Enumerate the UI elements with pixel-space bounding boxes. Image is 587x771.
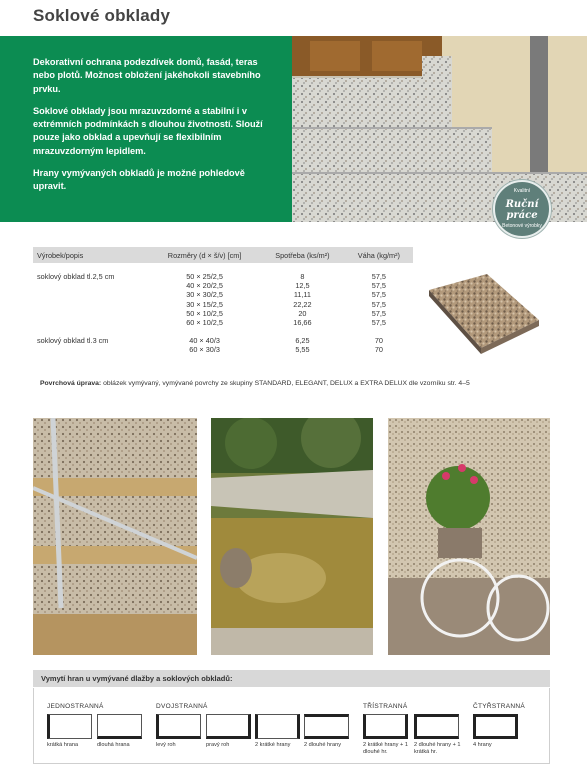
cell-consumption: 6,25 <box>295 336 310 346</box>
cell-consumption: 20 <box>298 308 307 318</box>
edge-caption: 2 dlouhé hrany <box>304 742 342 748</box>
cell-weight: 57,5 <box>371 308 386 318</box>
edge-diagram-two-short-one-long <box>363 714 408 739</box>
cell-size: 40 × 20/2,5 <box>186 281 223 291</box>
edge-diagram-two-long-one-short <box>414 714 459 739</box>
badge-bottom-text: Betonové výrobky <box>502 223 542 229</box>
header-consumption: Spotřeba (ks/m²) <box>260 247 345 263</box>
cell-size: 30 × 15/2,5 <box>186 299 223 309</box>
edge-caption: 4 hrany <box>473 742 492 748</box>
group-label-three-sided: TŘÍSTRANNÁ <box>363 703 408 710</box>
product-name: soklový obklad tl.2,5 cm <box>37 272 115 281</box>
product-name: soklový obklad tl.3 cm <box>37 336 109 346</box>
photo-stairs-railing <box>33 418 197 655</box>
table-row <box>33 318 413 327</box>
page-title: Soklové obklady <box>33 6 171 25</box>
edge-caption: dlouhá hrana <box>97 742 130 748</box>
cell-weight: 57,5 <box>371 299 386 309</box>
group-label-two-sided: DVOJSTRANNÁ <box>156 703 208 710</box>
edge-caption: 2 krátké hrany + 1 dlouhé hr. <box>363 742 408 755</box>
badge-line-1: Ruční <box>505 199 539 210</box>
badge-main-text <box>495 199 549 221</box>
intro-panel <box>0 36 292 222</box>
edge-washing-title: Vymytí hran u vymývané dlažby a soklových obkladů: <box>33 670 550 687</box>
cell-consumption: 11,11 <box>293 290 311 300</box>
header-product: Výrobek/popis <box>33 247 149 263</box>
photo-flower-stand <box>388 418 550 655</box>
table-spacer <box>33 263 413 272</box>
surface-note-text: oblázek vymývaný, vymývané povrchy ze skupiny STANDARD, ELEGANT, DELUX a EXTRA DELUX dle vzorníku str. 4–5 <box>101 380 470 387</box>
cell-size: 60 × 30/3 <box>189 345 220 355</box>
cell-weight: 57,5 <box>371 281 386 291</box>
cell-consumption: 16,66 <box>293 318 312 328</box>
table-row <box>33 290 413 299</box>
header-weight: Váha (kg/m²) <box>345 247 413 263</box>
table-row <box>33 281 413 290</box>
product-spec-table <box>33 247 413 355</box>
cell-weight: 70 <box>374 336 383 346</box>
edge-diagram-short-edge <box>47 714 92 739</box>
edge-caption: 2 krátké hrany <box>255 742 291 748</box>
badge-line-2: práce <box>506 210 538 221</box>
group-label-one-sided: JEDNOSTRANNÁ <box>47 703 104 710</box>
edge-diagram-long-edge <box>97 714 142 739</box>
edge-diagram-right-corner <box>206 714 251 739</box>
surface-note-label: Povrchová úprava: <box>40 380 102 387</box>
edge-diagram-left-corner <box>156 714 201 739</box>
handmade-quality-badge <box>493 180 551 238</box>
cell-weight: 57,5 <box>371 272 386 281</box>
cell-size: 60 × 10/2,5 <box>186 318 223 328</box>
cell-consumption: 22,22 <box>293 299 312 309</box>
intro-paragraph-1: Dekorativní ochrana podezdívek domů, fasád, teras nebo plotů. Možnost obložení jakéhokoli stavebního prvku. <box>33 57 261 94</box>
table-row <box>33 272 413 281</box>
badge-top-text: Kvalitní <box>513 188 531 194</box>
edge-diagram-two-long-edges <box>304 714 349 739</box>
surface-finish-note <box>40 380 470 387</box>
photo-garden-pond <box>211 418 373 655</box>
edge-diagram-four-edges <box>473 714 518 739</box>
cell-consumption: 8 <box>300 272 305 281</box>
table-row <box>33 300 413 309</box>
table-row <box>33 309 413 318</box>
intro-paragraph-2: Soklové obklady jsou mrazuvzdorné a stabilní i v extrémních podmínkách s dlouhou životností. Slouží pouze jako obklad a upevňují se flexibilním mrazuvzdorným lepidlem. <box>33 105 263 156</box>
edge-options-panel <box>33 688 550 764</box>
cell-size: 30 × 30/2,5 <box>186 290 223 300</box>
edge-caption: krátká hrana <box>47 742 79 748</box>
edge-caption: pravý roh <box>206 742 230 748</box>
header-dimensions: Rozměry (d × š/v) [cm] <box>149 247 260 263</box>
table-header-row <box>33 247 413 263</box>
cell-weight: 57,5 <box>371 290 386 300</box>
cell-size: 50 × 10/2,5 <box>186 308 223 318</box>
table-spacer <box>33 327 413 336</box>
edge-diagram-two-short-edges <box>255 714 300 739</box>
cell-weight: 70 <box>374 345 383 355</box>
cell-consumption: 5,55 <box>295 345 310 355</box>
table-row <box>33 336 413 345</box>
table-row <box>33 345 413 354</box>
tile-product-image <box>425 268 543 354</box>
edge-caption: levý roh <box>156 742 176 748</box>
edge-caption: 2 dlouhé hrany + 1 krátká hr. <box>414 742 461 755</box>
cell-weight: 57,5 <box>371 318 386 328</box>
group-label-four-sided: ČTYŘSTRANNÁ <box>473 703 526 710</box>
intro-paragraph-3: Hrany vymývaných obkladů je možné pohledově upravit. <box>33 168 245 192</box>
cell-consumption: 12,5 <box>295 281 310 291</box>
cell-size: 50 × 25/2,5 <box>186 272 223 281</box>
cell-size: 40 × 40/3 <box>189 336 220 346</box>
